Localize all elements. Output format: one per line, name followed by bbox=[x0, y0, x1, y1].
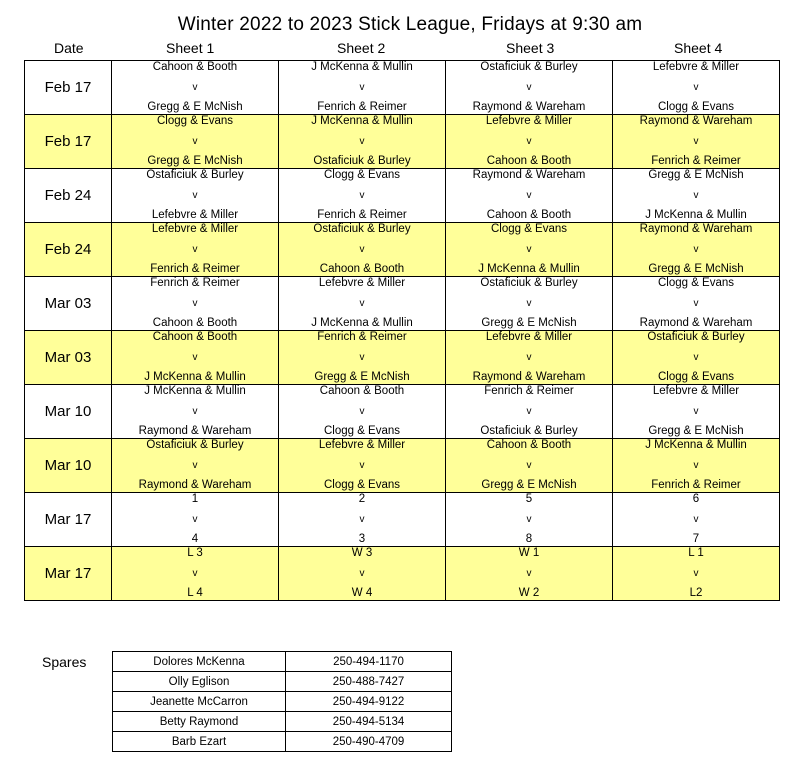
versus-label: v bbox=[359, 352, 365, 363]
schedule-row bbox=[25, 547, 780, 601]
team-two: Clogg & Evans bbox=[657, 101, 735, 113]
team-one: 6 bbox=[692, 493, 700, 505]
team-one: Ostaficiuk & Burley bbox=[313, 223, 411, 235]
date-cell: Mar 10 bbox=[25, 439, 112, 493]
versus-label: v bbox=[526, 514, 532, 525]
versus-label: v bbox=[693, 568, 699, 579]
versus-label: v bbox=[693, 136, 699, 147]
versus-label: v bbox=[359, 406, 365, 417]
date-cell: Feb 17 bbox=[25, 115, 112, 169]
versus-label: v bbox=[192, 352, 198, 363]
team-two: Gregg & E McNish bbox=[147, 155, 243, 167]
team-one: Ostaficiuk & Burley bbox=[647, 331, 745, 343]
versus-label: v bbox=[192, 514, 198, 525]
spare-name: Barb Ezart bbox=[113, 732, 286, 752]
versus-label: v bbox=[526, 406, 532, 417]
game-cell-sheet-3 bbox=[446, 223, 613, 277]
game-cell-sheet-4 bbox=[613, 115, 780, 169]
versus-label: v bbox=[192, 298, 198, 309]
spare-phone: 250-494-9122 bbox=[286, 692, 452, 712]
team-two: Raymond & Wareham bbox=[138, 479, 252, 491]
team-two: J McKenna & Mullin bbox=[478, 263, 580, 275]
spare-name: Olly Eglison bbox=[113, 672, 286, 692]
schedule-table bbox=[24, 60, 780, 601]
date-cell: Mar 17 bbox=[25, 493, 112, 547]
game-cell-sheet-1 bbox=[112, 115, 279, 169]
team-one: L 1 bbox=[688, 547, 704, 559]
versus-label: v bbox=[693, 244, 699, 255]
game-cell-sheet-4 bbox=[613, 439, 780, 493]
team-one: Ostaficiuk & Burley bbox=[480, 61, 578, 73]
game-cell-sheet-3 bbox=[446, 493, 613, 547]
team-one: Fenrich & Reimer bbox=[150, 277, 240, 289]
schedule-row bbox=[25, 277, 780, 331]
team-two: Ostaficiuk & Burley bbox=[313, 155, 411, 167]
date-cell: Feb 24 bbox=[25, 223, 112, 277]
team-one: Cahoon & Booth bbox=[319, 385, 405, 397]
team-two: Clogg & Evans bbox=[657, 371, 735, 383]
game-cell-sheet-4 bbox=[613, 493, 780, 547]
spare-phone: 250-494-1170 bbox=[286, 652, 452, 672]
game-cell-sheet-4 bbox=[613, 331, 780, 385]
team-two: J McKenna & Mullin bbox=[311, 317, 413, 329]
team-two: Raymond & Wareham bbox=[472, 371, 586, 383]
spares-table bbox=[112, 651, 452, 752]
team-one: Ostaficiuk & Burley bbox=[146, 169, 244, 181]
team-one: 1 bbox=[191, 493, 199, 505]
game-cell-sheet-1 bbox=[112, 223, 279, 277]
game-cell-sheet-1 bbox=[112, 277, 279, 331]
team-two: Gregg & E McNish bbox=[314, 371, 410, 383]
game-cell-sheet-1 bbox=[112, 493, 279, 547]
game-cell-sheet-4 bbox=[613, 547, 780, 601]
versus-label: v bbox=[693, 82, 699, 93]
team-one: Gregg & E McNish bbox=[648, 169, 744, 181]
game-cell-sheet-2 bbox=[279, 331, 446, 385]
game-cell-sheet-3 bbox=[446, 169, 613, 223]
team-two: 3 bbox=[358, 533, 366, 545]
date-cell: Feb 24 bbox=[25, 169, 112, 223]
team-one: 5 bbox=[525, 493, 533, 505]
versus-label: v bbox=[192, 406, 198, 417]
spare-phone: 250-494-5134 bbox=[286, 712, 452, 732]
team-two: W 4 bbox=[351, 587, 373, 599]
team-two: Cahoon & Booth bbox=[152, 317, 238, 329]
spare-row bbox=[113, 652, 452, 672]
team-two: Clogg & Evans bbox=[323, 479, 401, 491]
game-cell-sheet-1 bbox=[112, 439, 279, 493]
game-cell-sheet-3 bbox=[446, 61, 613, 115]
spare-name: Dolores McKenna bbox=[113, 652, 286, 672]
game-cell-sheet-2 bbox=[279, 493, 446, 547]
team-one: Clogg & Evans bbox=[156, 115, 234, 127]
team-one: Fenrich & Reimer bbox=[484, 385, 574, 397]
versus-label: v bbox=[192, 568, 198, 579]
spare-row bbox=[113, 712, 452, 732]
team-one: Lefebvre & Miller bbox=[318, 439, 406, 451]
game-cell-sheet-3 bbox=[446, 385, 613, 439]
versus-label: v bbox=[359, 298, 365, 309]
versus-label: v bbox=[359, 460, 365, 471]
schedule-row bbox=[25, 61, 780, 115]
versus-label: v bbox=[526, 244, 532, 255]
team-one: Clogg & Evans bbox=[657, 277, 735, 289]
team-one: Ostaficiuk & Burley bbox=[480, 277, 578, 289]
team-one: J McKenna & Mullin bbox=[311, 61, 413, 73]
versus-label: v bbox=[526, 568, 532, 579]
versus-label: v bbox=[192, 82, 198, 93]
spare-phone: 250-488-7427 bbox=[286, 672, 452, 692]
team-one: L 3 bbox=[187, 547, 203, 559]
team-two: Gregg & E McNish bbox=[648, 425, 744, 437]
team-two: J McKenna & Mullin bbox=[144, 371, 246, 383]
versus-label: v bbox=[359, 136, 365, 147]
team-one: Lefebvre & Miller bbox=[485, 115, 573, 127]
game-cell-sheet-2 bbox=[279, 277, 446, 331]
team-one: Cahoon & Booth bbox=[486, 439, 572, 451]
versus-label: v bbox=[359, 514, 365, 525]
date-cell: Feb 17 bbox=[25, 61, 112, 115]
header-sheet-1: Sheet 1 bbox=[166, 40, 215, 56]
schedule-row bbox=[25, 493, 780, 547]
team-two: Fenrich & Reimer bbox=[651, 479, 741, 491]
team-two: Fenrich & Reimer bbox=[317, 209, 407, 221]
spare-name: Jeanette McCarron bbox=[113, 692, 286, 712]
game-cell-sheet-2 bbox=[279, 439, 446, 493]
team-one: Raymond & Wareham bbox=[639, 223, 753, 235]
team-one: Lefebvre & Miller bbox=[318, 277, 406, 289]
versus-label: v bbox=[192, 244, 198, 255]
team-one: Raymond & Wareham bbox=[639, 115, 753, 127]
spare-row bbox=[113, 732, 452, 752]
team-two: 7 bbox=[692, 533, 700, 545]
versus-label: v bbox=[359, 244, 365, 255]
versus-label: v bbox=[693, 514, 699, 525]
team-two: Fenrich & Reimer bbox=[317, 101, 407, 113]
game-cell-sheet-1 bbox=[112, 169, 279, 223]
game-cell-sheet-3 bbox=[446, 331, 613, 385]
team-one: 2 bbox=[358, 493, 366, 505]
team-two: Raymond & Wareham bbox=[639, 317, 753, 329]
game-cell-sheet-3 bbox=[446, 277, 613, 331]
versus-label: v bbox=[693, 298, 699, 309]
team-two: Lefebvre & Miller bbox=[151, 209, 239, 221]
header-date: Date bbox=[54, 40, 84, 56]
header-sheet-4: Sheet 4 bbox=[674, 40, 723, 56]
versus-label: v bbox=[693, 460, 699, 471]
team-one: W 1 bbox=[518, 547, 540, 559]
game-cell-sheet-1 bbox=[112, 385, 279, 439]
versus-label: v bbox=[359, 190, 365, 201]
date-cell: Mar 03 bbox=[25, 331, 112, 385]
spares-label: Spares bbox=[42, 654, 87, 670]
team-two: 4 bbox=[191, 533, 199, 545]
versus-label: v bbox=[192, 190, 198, 201]
team-two: Cahoon & Booth bbox=[486, 155, 572, 167]
schedule-row bbox=[25, 439, 780, 493]
page-title: Winter 2022 to 2023 Stick League, Fridays at 9:30 am bbox=[177, 14, 643, 35]
game-cell-sheet-2 bbox=[279, 547, 446, 601]
team-one: Fenrich & Reimer bbox=[317, 331, 407, 343]
game-cell-sheet-2 bbox=[279, 61, 446, 115]
spare-phone: 250-490-4709 bbox=[286, 732, 452, 752]
team-one: Cahoon & Booth bbox=[152, 61, 238, 73]
team-two: Gregg & E McNish bbox=[481, 479, 577, 491]
team-one: J McKenna & Mullin bbox=[645, 439, 747, 451]
team-two: Fenrich & Reimer bbox=[150, 263, 240, 275]
schedule-row bbox=[25, 223, 780, 277]
team-one: Clogg & Evans bbox=[323, 169, 401, 181]
game-cell-sheet-2 bbox=[279, 223, 446, 277]
schedule-row bbox=[25, 169, 780, 223]
team-one: J McKenna & Mullin bbox=[311, 115, 413, 127]
versus-label: v bbox=[359, 568, 365, 579]
versus-label: v bbox=[192, 136, 198, 147]
team-one: Cahoon & Booth bbox=[152, 331, 238, 343]
game-cell-sheet-2 bbox=[279, 385, 446, 439]
team-two: Ostaficiuk & Burley bbox=[480, 425, 578, 437]
versus-label: v bbox=[359, 82, 365, 93]
date-cell: Mar 03 bbox=[25, 277, 112, 331]
date-cell: Mar 17 bbox=[25, 547, 112, 601]
spare-row bbox=[113, 672, 452, 692]
team-one: Lefebvre & Miller bbox=[485, 331, 573, 343]
team-one: Lefebvre & Miller bbox=[151, 223, 239, 235]
versus-label: v bbox=[526, 190, 532, 201]
team-two: Cahoon & Booth bbox=[319, 263, 405, 275]
game-cell-sheet-4 bbox=[613, 169, 780, 223]
versus-label: v bbox=[693, 406, 699, 417]
game-cell-sheet-4 bbox=[613, 385, 780, 439]
team-two: Raymond & Wareham bbox=[138, 425, 252, 437]
game-cell-sheet-4 bbox=[613, 277, 780, 331]
versus-label: v bbox=[526, 82, 532, 93]
versus-label: v bbox=[526, 298, 532, 309]
team-two: L 4 bbox=[187, 587, 203, 599]
team-two: 8 bbox=[525, 533, 533, 545]
versus-label: v bbox=[526, 136, 532, 147]
game-cell-sheet-4 bbox=[613, 61, 780, 115]
schedule-row bbox=[25, 331, 780, 385]
team-two: Fenrich & Reimer bbox=[651, 155, 741, 167]
schedule-row bbox=[25, 115, 780, 169]
header-sheet-3: Sheet 3 bbox=[506, 40, 555, 56]
team-two: Raymond & Wareham bbox=[472, 101, 586, 113]
team-two: Cahoon & Booth bbox=[486, 209, 572, 221]
game-cell-sheet-2 bbox=[279, 115, 446, 169]
versus-label: v bbox=[526, 352, 532, 363]
game-cell-sheet-4 bbox=[613, 223, 780, 277]
team-two: Gregg & E McNish bbox=[481, 317, 577, 329]
team-two: J McKenna & Mullin bbox=[645, 209, 747, 221]
game-cell-sheet-2 bbox=[279, 169, 446, 223]
team-two: Gregg & E McNish bbox=[648, 263, 744, 275]
game-cell-sheet-3 bbox=[446, 547, 613, 601]
team-one: Clogg & Evans bbox=[490, 223, 568, 235]
team-two: W 2 bbox=[518, 587, 540, 599]
game-cell-sheet-1 bbox=[112, 331, 279, 385]
team-one: W 3 bbox=[351, 547, 373, 559]
versus-label: v bbox=[693, 352, 699, 363]
game-cell-sheet-1 bbox=[112, 61, 279, 115]
team-one: Lefebvre & Miller bbox=[652, 61, 740, 73]
team-two: L2 bbox=[689, 587, 703, 599]
schedule-row bbox=[25, 385, 780, 439]
game-cell-sheet-3 bbox=[446, 115, 613, 169]
team-two: Gregg & E McNish bbox=[147, 101, 243, 113]
team-two: Clogg & Evans bbox=[323, 425, 401, 437]
versus-label: v bbox=[192, 460, 198, 471]
team-one: Lefebvre & Miller bbox=[652, 385, 740, 397]
team-one: Ostaficiuk & Burley bbox=[146, 439, 244, 451]
spare-row bbox=[113, 692, 452, 712]
date-cell: Mar 10 bbox=[25, 385, 112, 439]
header-sheet-2: Sheet 2 bbox=[337, 40, 386, 56]
game-cell-sheet-1 bbox=[112, 547, 279, 601]
versus-label: v bbox=[526, 460, 532, 471]
team-one: J McKenna & Mullin bbox=[144, 385, 246, 397]
game-cell-sheet-3 bbox=[446, 439, 613, 493]
versus-label: v bbox=[693, 190, 699, 201]
team-one: Raymond & Wareham bbox=[472, 169, 586, 181]
spare-name: Betty Raymond bbox=[113, 712, 286, 732]
